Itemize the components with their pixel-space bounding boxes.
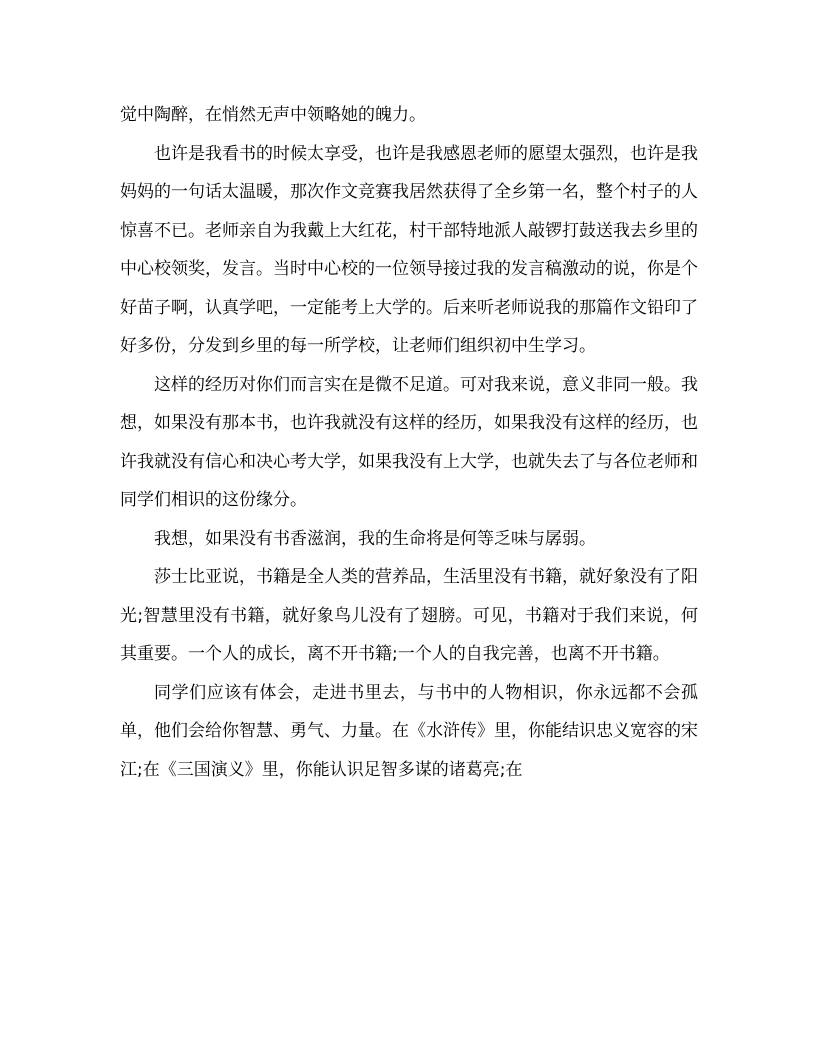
paragraph-continued: 觉中陶醉，在悄然无声中领略她的魄力。 [120, 105, 426, 125]
paragraph-shakespeare-quote: 莎士比亚说，书籍是全人类的营养品，生活里没有书籍，就好象没有了阳光;智慧里没有书籍，就好象鸟儿没有了翅膀。可见，书籍对于我们来说，何其重要。一个人的成长，离不开书籍;一个人的自我完善，也离不开书籍。 [120, 567, 698, 664]
document-body [120, 96, 698, 789]
paragraph-book-fragrance: 我想，如果没有书香滋润，我的生命将是何等乏味与孱弱。 [154, 528, 596, 549]
paragraph-reading-characters: 同学们应该有体会，走进书里去，与书中的人物相识，你永远都不会孤单，他们会给你智慧、勇气、力量。在《水浒传》里，你能结识忠义宽容的宋江;在《三国演义》里，你能认识足智多谋的诸葛亮;在 [120, 682, 698, 780]
paragraph-book-reading-award: 也许是我看书的时候太享受，也许是我感恩老师的愿望太强烈，也许是我妈妈的一句话太温暖，那次作文竞赛我居然获得了全乡第一名，整个村子的人惊喜不已。老师亲自为我戴上大红花，村干部特地派人敲锣打鼓送我去乡里的中心校领奖，发言。当时中心校的一位领导接过我的发言稿激动的说，你是个好苗子啊，认真学吧，一定能考上大学的。后来听老师说我的那篇作文铅印了好多份，分发到乡里的每一所学校，让老师们组织初中生学习。 [120, 143, 698, 356]
paragraph-experience-meaning: 这样的经历对你们而言实在是微不足道。可对我来说，意义非同一般。我想，如果没有那本书，也许我就没有这样的经历，如果我没有这样的经历，也许我就没有信心和决心考大学，如果我没有上大学，也就失去了与各位老师和同学们相识的这份缘分。 [120, 374, 698, 510]
